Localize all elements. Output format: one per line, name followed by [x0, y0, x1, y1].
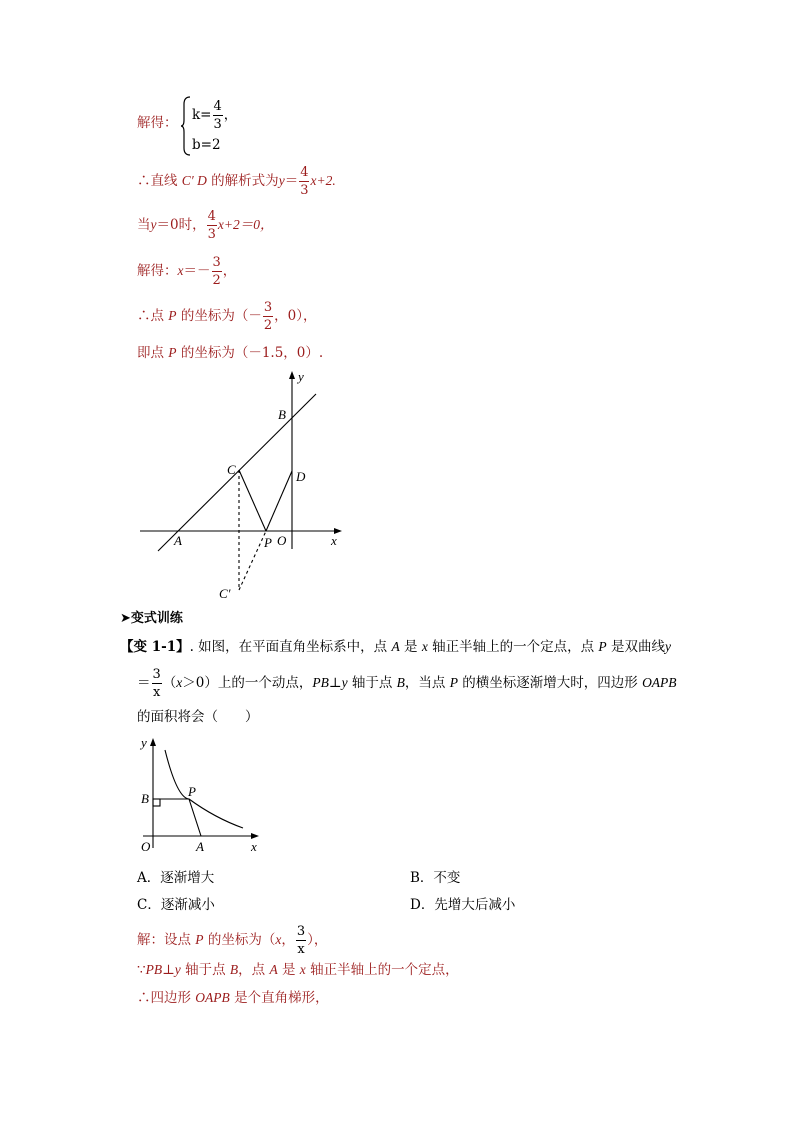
- label-a: A: [196, 839, 204, 854]
- denominator: 3: [207, 227, 216, 242]
- text: 的解析式为: [206, 173, 279, 189]
- text: ，: [281, 932, 295, 948]
- dashed-cp: [239, 531, 266, 590]
- option-d[interactable]: [410, 893, 515, 913]
- text: 的坐标为（－1.5，0）.: [176, 345, 324, 361]
- option-text: 不变: [433, 870, 461, 886]
- text: x: [421, 639, 428, 654]
- y-axis-arrow-icon: [150, 738, 156, 746]
- text: x: [176, 675, 183, 690]
- arrow-icon: ➤: [120, 611, 131, 626]
- text: ，当点: [404, 675, 450, 691]
- denominator: 3: [213, 117, 222, 132]
- text: y: [174, 962, 181, 977]
- numerator: 4: [300, 165, 309, 180]
- fraction: [296, 925, 306, 956]
- brace-icon: [180, 96, 192, 156]
- problem-line-1: [120, 640, 671, 655]
- system-k: [192, 100, 237, 131]
- label-a: A: [174, 533, 182, 548]
- line-cd-equation: [137, 166, 336, 197]
- segment-cp: [239, 470, 266, 531]
- problem-line-2: [137, 668, 677, 699]
- text: PB: [312, 675, 329, 690]
- text: ＝－: [183, 263, 211, 279]
- text: y: [150, 217, 157, 232]
- problem-tag: 【变 1-1】: [120, 639, 190, 655]
- solution-2-line-2: [137, 963, 459, 978]
- text: x: [177, 263, 184, 278]
- text: ，: [223, 107, 238, 123]
- text: x: [299, 962, 306, 977]
- solution-2-line-1: [137, 925, 327, 956]
- option-letter: A．: [137, 870, 161, 886]
- text: 解：设点: [137, 932, 196, 948]
- fraction: [152, 668, 162, 699]
- text: ∴点: [137, 308, 169, 324]
- option-text: 先增大后减小: [434, 897, 516, 913]
- label-y: y: [141, 735, 147, 750]
- problem-line-3: [137, 711, 259, 725]
- label-p: P: [188, 784, 196, 799]
- option-c[interactable]: [137, 893, 215, 913]
- system-b: [192, 139, 221, 153]
- numerator: 3: [152, 667, 161, 682]
- fraction: [207, 210, 217, 241]
- fraction: [263, 301, 273, 332]
- text: P: [195, 932, 204, 947]
- text: ，点: [238, 962, 270, 978]
- right-angle-mark: [153, 799, 160, 806]
- text: x+2.: [310, 173, 336, 188]
- text: x+2＝0，: [217, 217, 274, 232]
- point-p-coord: [137, 301, 316, 332]
- point-p-decimal: [137, 346, 323, 361]
- solve-label: [137, 117, 178, 131]
- text: 轴于点: [180, 962, 230, 978]
- text: b=2: [192, 137, 221, 153]
- text: ∴四边形: [137, 990, 196, 1006]
- denominator: x: [297, 942, 305, 957]
- option-a[interactable]: [137, 866, 214, 886]
- numerator: 4: [207, 209, 216, 224]
- text: y: [278, 173, 285, 188]
- text: 是个直角梯形，: [229, 990, 329, 1006]
- denominator: 2: [263, 318, 273, 333]
- text: ），: [307, 932, 328, 948]
- when-y-zero: [137, 210, 273, 241]
- numerator: 3: [296, 924, 306, 939]
- option-letter: B．: [410, 870, 434, 886]
- label-x: x: [331, 533, 337, 548]
- text: 轴于点: [347, 675, 397, 691]
- text: P: [168, 308, 177, 323]
- text: B: [229, 962, 239, 977]
- denominator: 3: [300, 183, 309, 198]
- text: OAPB: [195, 990, 230, 1005]
- text: ＞0）上的一个动点，: [182, 675, 313, 691]
- label-p: P: [264, 535, 272, 550]
- text: 当: [137, 217, 151, 233]
- text: P: [598, 639, 607, 654]
- text: 的坐标为（: [203, 932, 276, 948]
- numerator: 3: [212, 255, 221, 270]
- text: . 如图，在平面直角坐标系中，点: [189, 639, 392, 655]
- text: 的面积将会（ ）: [137, 709, 259, 725]
- text: ＝: [284, 173, 299, 189]
- text: A: [269, 962, 278, 977]
- segment-pd: [266, 471, 292, 531]
- label-o: O: [141, 839, 151, 854]
- figure-2: [135, 730, 270, 855]
- text: ∴直线: [137, 173, 182, 189]
- text: k=: [192, 107, 212, 123]
- text: 即点: [137, 345, 169, 361]
- text: ⊥: [162, 962, 175, 978]
- text: 的横坐标逐渐增大时，四边形: [457, 675, 643, 691]
- text: OAPB: [642, 675, 677, 690]
- label-o: O: [277, 533, 287, 548]
- text: ∵: [137, 962, 146, 978]
- text: A: [391, 639, 400, 654]
- fraction: [213, 100, 223, 131]
- text: 是双曲线: [606, 639, 665, 655]
- solve-x: [137, 256, 236, 287]
- text: 变式训练: [130, 611, 183, 626]
- text: 解得：: [137, 115, 178, 131]
- label-x: x: [251, 839, 257, 854]
- text: ，0），: [274, 308, 317, 324]
- text: ⊥: [328, 675, 342, 691]
- denominator: x: [152, 685, 161, 700]
- option-b[interactable]: [410, 866, 460, 886]
- text: 是: [277, 962, 300, 978]
- denominator: 2: [212, 273, 221, 288]
- text: ＝0时，: [156, 217, 206, 233]
- text: PB: [145, 962, 163, 977]
- text: ＝: [137, 675, 151, 691]
- section-title: [120, 612, 183, 625]
- text: ，: [222, 263, 237, 279]
- fraction: [299, 166, 309, 197]
- hyperbola-curve: [165, 750, 243, 828]
- fraction: [212, 256, 222, 287]
- label-b: B: [278, 407, 286, 422]
- text: 的坐标为（－: [176, 308, 262, 324]
- text: B: [396, 675, 405, 690]
- option-letter: C．: [137, 897, 161, 913]
- label-d: D: [296, 469, 306, 484]
- text: P: [168, 345, 177, 360]
- label-c: C: [227, 462, 236, 477]
- text: P: [449, 675, 458, 690]
- text: 是: [399, 639, 422, 655]
- solution-2-line-3: [137, 991, 329, 1006]
- text: （: [162, 675, 177, 691]
- y-axis-arrow-icon: [289, 371, 295, 379]
- text: x: [275, 932, 282, 947]
- option-letter: D．: [410, 897, 435, 913]
- text: 轴正半轴上的一个定点，点: [427, 639, 599, 655]
- label-c-prime: C′: [219, 586, 231, 601]
- text: y: [341, 675, 348, 690]
- label-y: y: [298, 369, 304, 384]
- numerator: 3: [263, 300, 273, 315]
- text: 解得：: [137, 263, 178, 279]
- text: y: [664, 639, 671, 654]
- segment-pa: [189, 799, 201, 836]
- figure-1: [130, 365, 360, 605]
- option-text: 逐渐增大: [160, 870, 215, 886]
- option-text: 逐渐减小: [160, 897, 215, 913]
- numerator: 4: [213, 99, 222, 114]
- text: C′ D: [181, 173, 207, 188]
- text: 轴正半轴上的一个定点，: [305, 962, 459, 978]
- label-b: B: [141, 791, 149, 806]
